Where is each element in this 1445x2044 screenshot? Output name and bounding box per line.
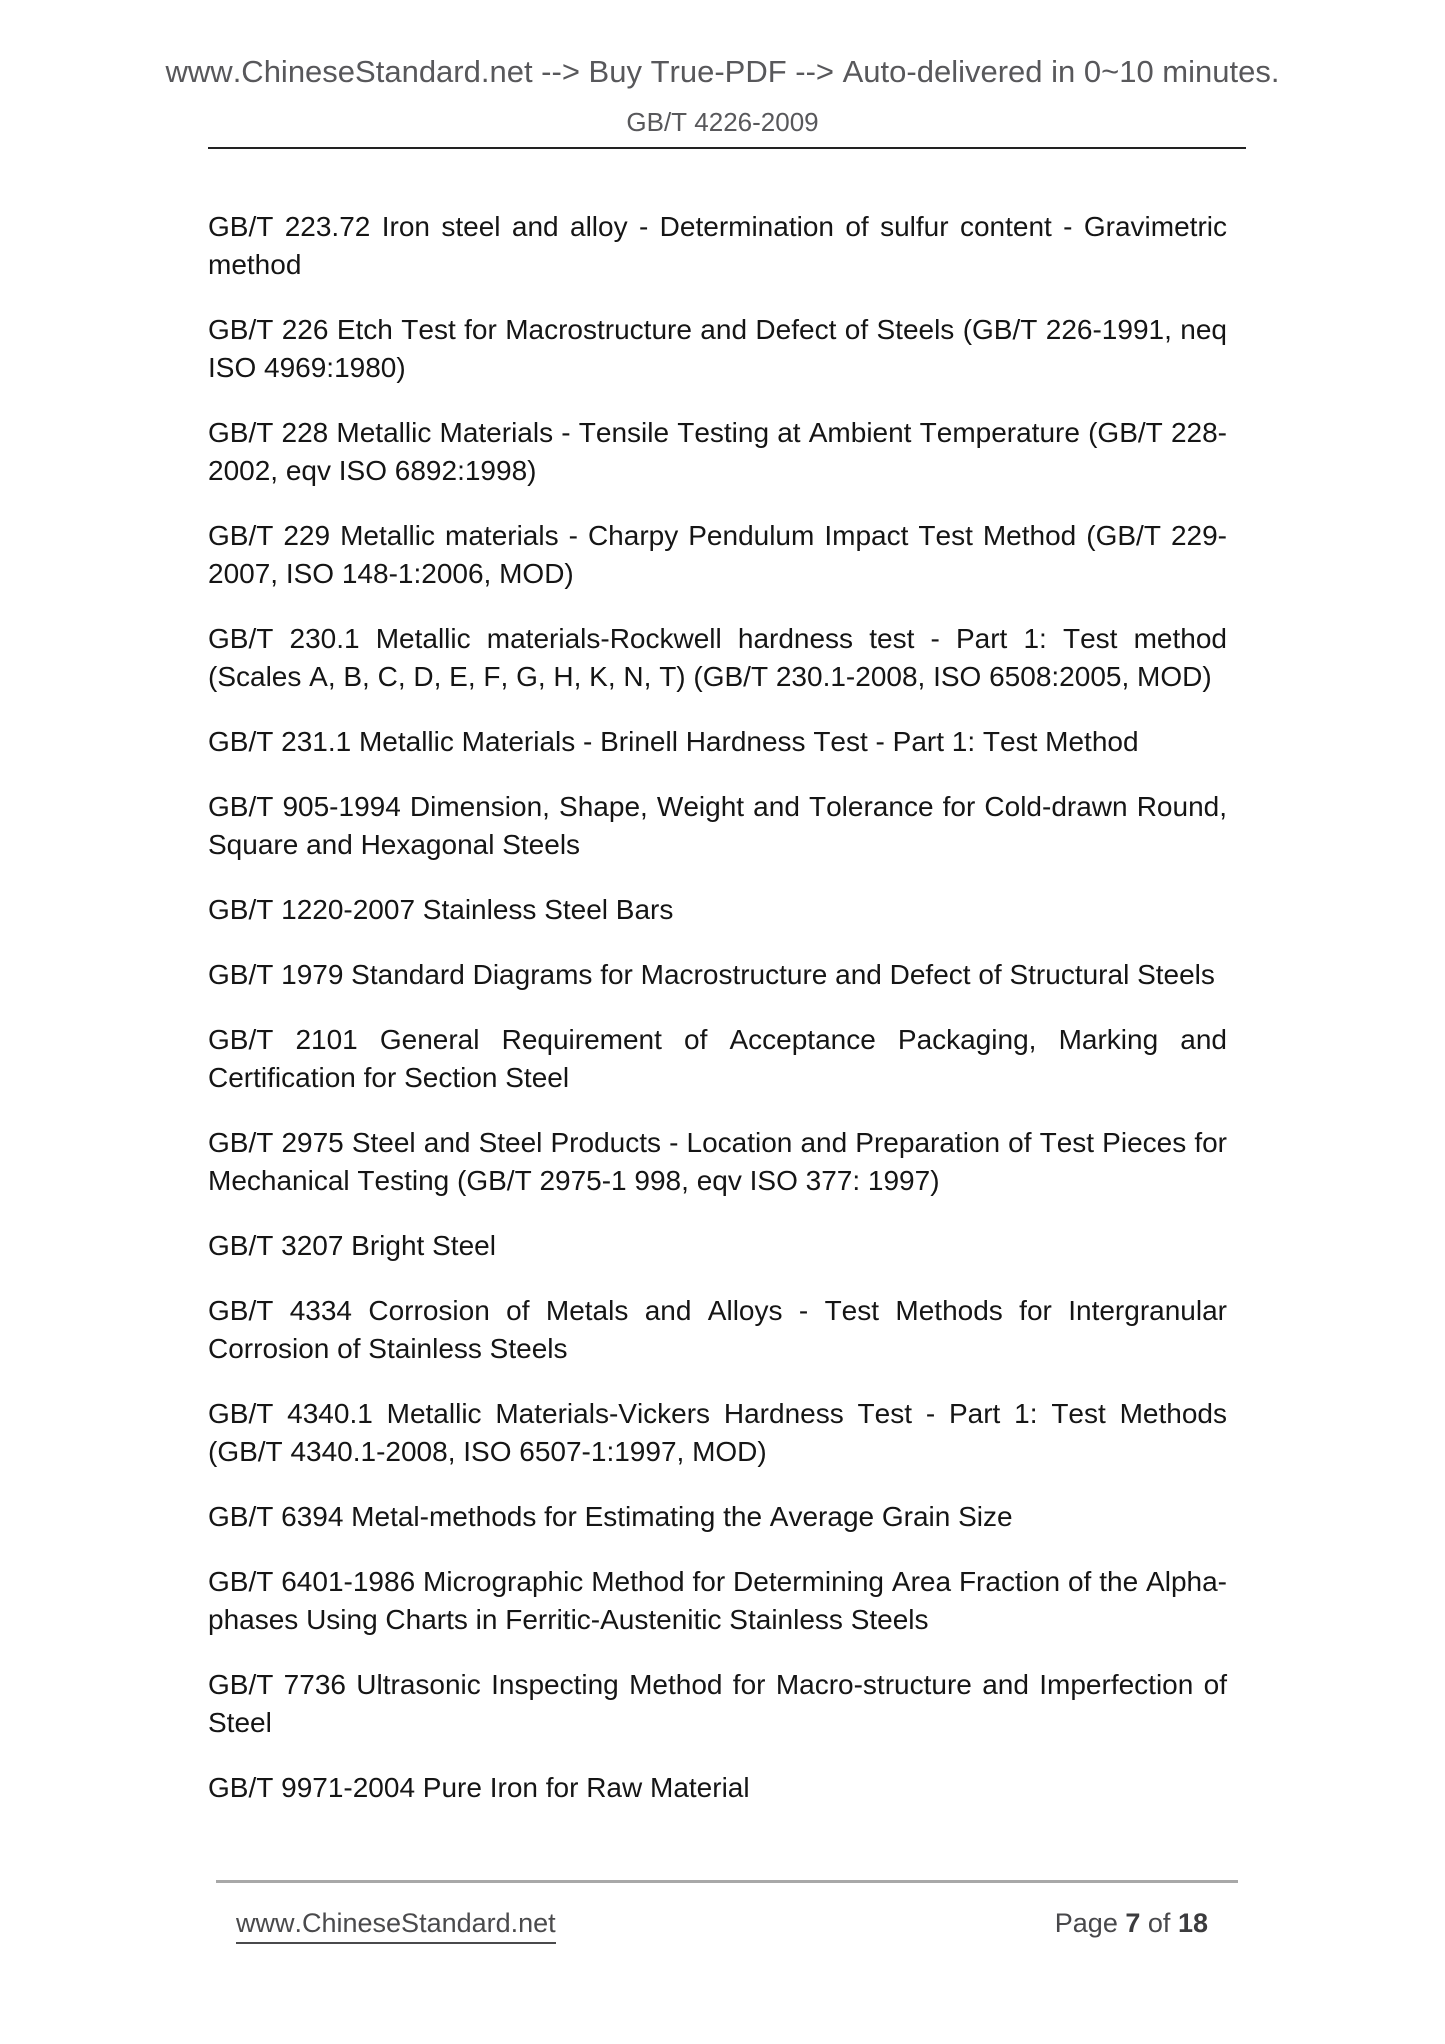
reference-item: GB/T 9971-2004 Pure Iron for Raw Material bbox=[208, 1772, 750, 1803]
reference-item: GB/T 905-1994 Dimension, Shape, Weight and Tolerance for Cold-drawn Round, Square and Hexagonal Steels bbox=[208, 791, 1227, 860]
reference-item: GB/T 231.1 Metallic Materials - Brinell Hardness Test - Part 1: Test Method bbox=[208, 726, 1139, 757]
reference-item: GB/T 1979 Standard Diagrams for Macrostructure and Defect of Structural Steels bbox=[208, 959, 1215, 990]
reference-item: GB/T 229 Metallic materials - Charpy Pendulum Impact Test Method (GB/T 229-2007, ISO 148-1:2006, MOD) bbox=[208, 520, 1227, 589]
reference-item: GB/T 6394 Metal-methods for Estimating the Average Grain Size bbox=[208, 1501, 1013, 1532]
page-of-label: of bbox=[1147, 1908, 1171, 1938]
header-doc-number: GB/T 4226-2009 bbox=[626, 107, 819, 137]
reference-item: GB/T 4334 Corrosion of Metals and Alloys - Test Methods for Intergranular Corrosion of Stainless Steels bbox=[208, 1295, 1227, 1364]
footer-site-link[interactable]: www.ChineseStandard.net bbox=[236, 1906, 556, 1944]
page-current: 7 bbox=[1125, 1908, 1141, 1938]
reference-item: GB/T 3207 Bright Steel bbox=[208, 1230, 496, 1261]
header-divider bbox=[208, 147, 1246, 149]
reference-item: GB/T 6401-1986 Micrographic Method for Determining Area Fraction of the Alpha-phases Using Charts in Ferritic-Austenitic Stainless Steels bbox=[208, 1566, 1227, 1635]
reference-item: GB/T 226 Etch Test for Macrostructure and Defect of Steels (GB/T 226-1991, neq ISO 4969:1980) bbox=[208, 314, 1227, 383]
page-indicator bbox=[1055, 1906, 1208, 1940]
footer bbox=[236, 1906, 1208, 1944]
reference-item: GB/T 7736 Ultrasonic Inspecting Method for Macro-structure and Imperfection of Steel bbox=[208, 1669, 1227, 1738]
references-list bbox=[208, 208, 1227, 1807]
reference-item: GB/T 223.72 Iron steel and alloy - Determination of sulfur content - Gravimetric method bbox=[208, 211, 1227, 280]
header-tagline: www.ChineseStandard.net --> Buy True-PDF --> Auto-delivered in 0~10 minutes. bbox=[165, 54, 1280, 89]
reference-item: GB/T 2101 General Requirement of Acceptance Packaging, Marking and Certification for Section Steel bbox=[208, 1024, 1227, 1093]
page-label: Page bbox=[1054, 1908, 1118, 1938]
page-total: 18 bbox=[1177, 1908, 1208, 1938]
reference-item: GB/T 1220-2007 Stainless Steel Bars bbox=[208, 894, 674, 925]
reference-item: GB/T 2975 Steel and Steel Products - Location and Preparation of Test Pieces for Mechanical Testing (GB/T 2975-1 998, eqv ISO 377: 1997) bbox=[208, 1127, 1227, 1196]
footer-divider bbox=[216, 1880, 1238, 1883]
reference-item: GB/T 230.1 Metallic materials-Rockwell hardness test - Part 1: Test method (Scales A, B, C, D, E, F, G, H, K, N, T) (GB/T 230.1-2008, ISO 6508:2005, MOD) bbox=[208, 623, 1227, 692]
reference-item: GB/T 4340.1 Metallic Materials-Vickers Hardness Test - Part 1: Test Methods (GB/T 4340.1-2008, ISO 6507-1:1997, MOD) bbox=[208, 1398, 1227, 1467]
reference-item: GB/T 228 Metallic Materials - Tensile Testing at Ambient Temperature (GB/T 228-2002, eqv ISO 6892:1998) bbox=[208, 417, 1227, 486]
